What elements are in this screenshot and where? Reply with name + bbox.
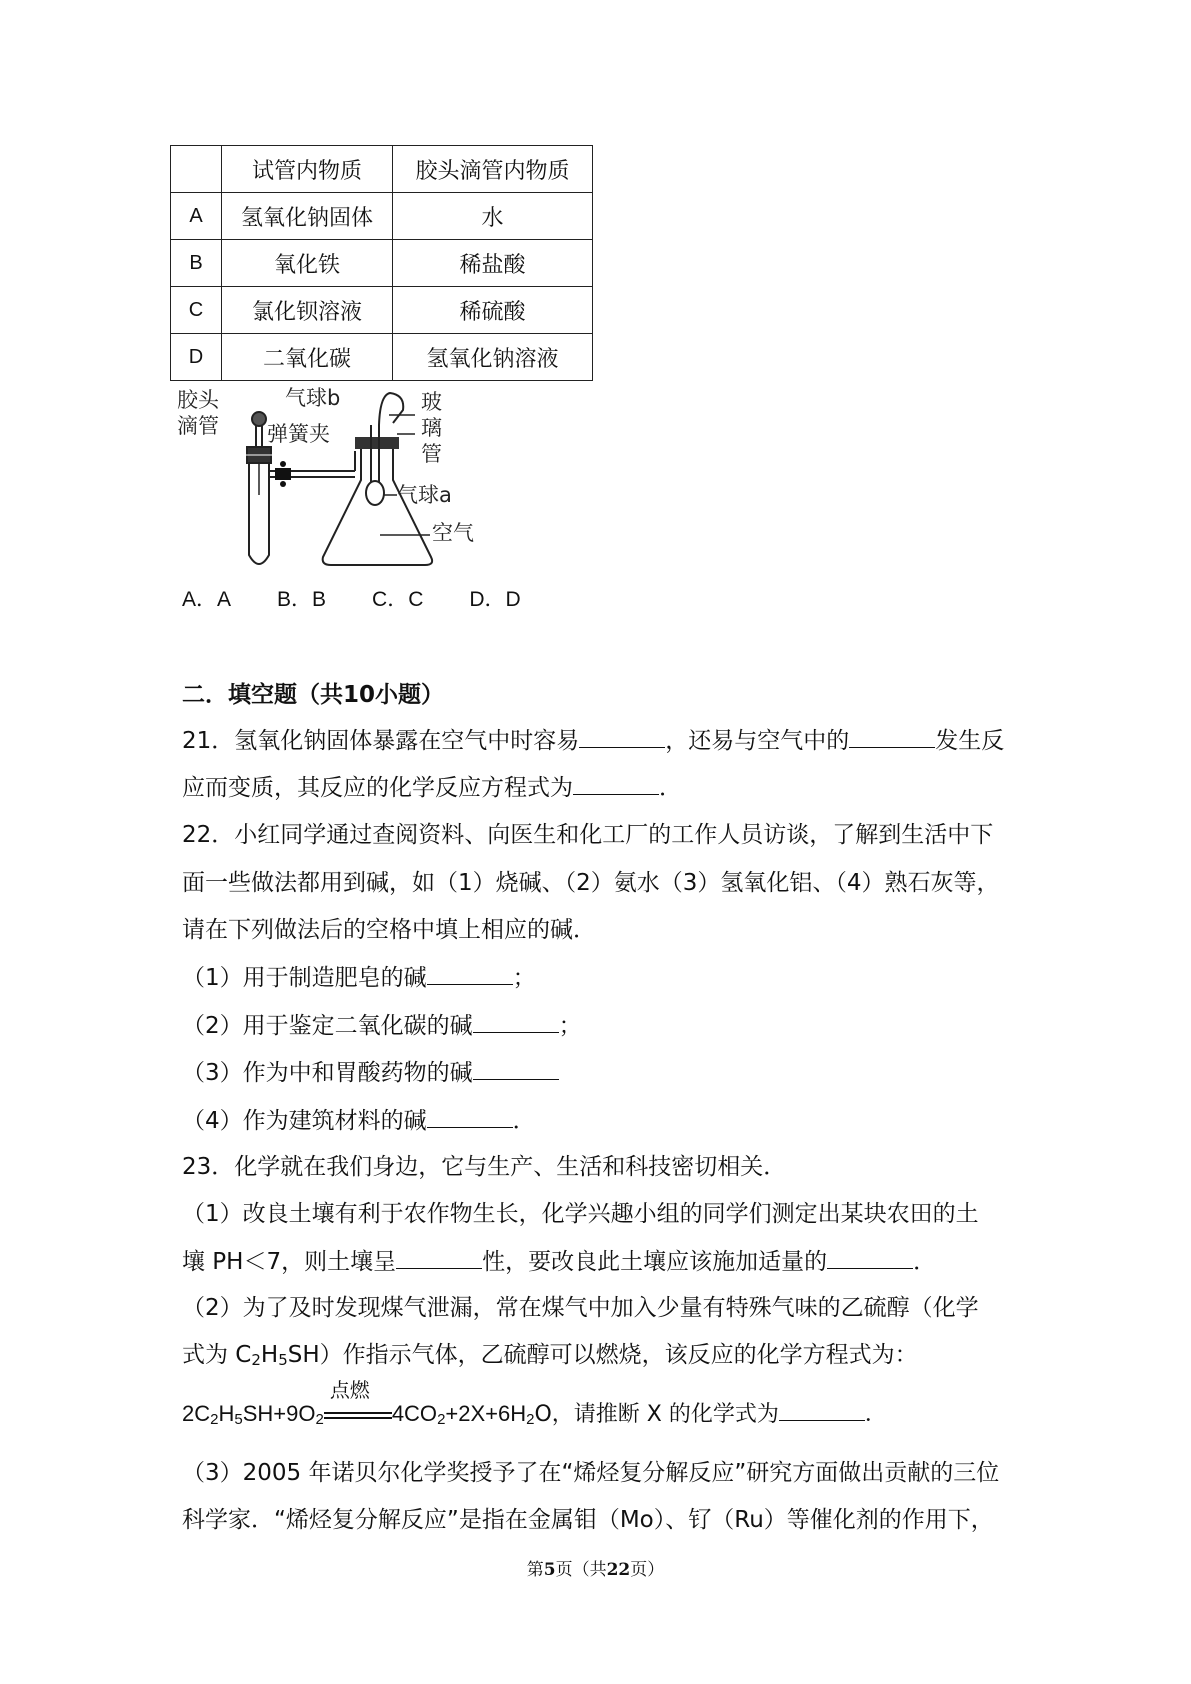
text: 发生反 xyxy=(935,728,1005,754)
table-row xyxy=(171,240,593,287)
table-header-cell: 胶头滴管内物质 xyxy=(393,146,593,193)
table-cell: 二氧化碳 xyxy=(222,334,393,381)
balloon-a-label: 气球a xyxy=(397,483,452,507)
table-cell: 氯化钡溶液 xyxy=(222,287,393,334)
table-cell: D xyxy=(171,334,222,381)
question-22-line-2: 面一些做法都用到碱，如（1）烧碱、（2）氨水（3）氢氧化铝、（4）熟石灰等， xyxy=(182,870,1000,896)
question-21-line-2 xyxy=(182,772,682,803)
text: H xyxy=(260,1342,279,1368)
text: +2X+6H xyxy=(445,1401,527,1426)
question-23-line-1: 23．化学就在我们身边，它与生产、生活和科技密切相关． xyxy=(182,1154,787,1180)
table-header-row xyxy=(171,146,593,193)
question-22-sub-2 xyxy=(182,1010,582,1041)
choice-b: B．B xyxy=(277,588,327,611)
text: ． xyxy=(913,1249,937,1275)
text: ． xyxy=(512,1108,536,1134)
balloon-b-label: 气球b xyxy=(285,386,341,410)
reaction-condition: 点燃 xyxy=(329,1378,370,1403)
question-22-line-3: 请在下列做法后的空格中填上相应的碱． xyxy=(182,917,596,943)
subscript: 2 xyxy=(210,1411,219,1428)
apparatus-diagram xyxy=(175,385,505,575)
text: SH）作指示气体，乙硫醇可以燃烧，该反应的化学方程式为： xyxy=(287,1342,918,1368)
question-23-part-1-line-1: （1）改良土壤有利于农作物生长，化学兴趣小组的同学们测定出某块农田的土 xyxy=(182,1201,979,1227)
text: SH+9O xyxy=(242,1401,316,1426)
choice-d: D．D xyxy=(469,588,521,611)
question-22-line-1: 22．小红同学通过查阅资料、向医生和化工厂的工作人员访谈，了解到生活中下 xyxy=(182,822,994,848)
total-pages: 22 xyxy=(606,1560,631,1580)
text: 4CO xyxy=(391,1401,438,1426)
text: （1）用于制造肥皂的碱 xyxy=(182,965,427,991)
question-23-part-1-line-2 xyxy=(182,1246,936,1277)
question-21-line-1 xyxy=(182,725,1004,756)
subscript: 5 xyxy=(278,1351,288,1369)
text: 应而变质，其反应的化学反应方程式为 xyxy=(182,775,573,801)
answer-blank[interactable] xyxy=(396,1246,482,1269)
answer-blank[interactable] xyxy=(427,962,513,985)
text: 式为 C xyxy=(182,1342,252,1368)
text: 壤 PH＜7，则土壤呈 xyxy=(182,1249,397,1275)
text: 页（共 xyxy=(555,1560,607,1580)
text: ，还易与空气中的 xyxy=(665,728,850,754)
question-23-part-3-line-2: 科学家．“烯烃复分解反应”是指在金属钼（Mo）、钌（Ru）等催化剂的作用下， xyxy=(182,1507,994,1533)
question-22-sub-3 xyxy=(182,1057,559,1088)
question-23-part-3-line-1: （3）2005 年诺贝尔化学奖授予了在“烯烃复分解反应”研究方面做出贡献的三位 xyxy=(182,1460,1000,1486)
dropper-label: 滴管 xyxy=(177,414,219,438)
chemical-equation xyxy=(182,1378,887,1435)
choice-a: A．A xyxy=(182,588,232,611)
text: ． xyxy=(864,1401,887,1426)
table-cell: C xyxy=(171,287,222,334)
table-header-cell xyxy=(171,146,222,193)
text: 2C xyxy=(182,1401,211,1426)
table-cell: B xyxy=(171,240,222,287)
choice-c: C．C xyxy=(372,588,424,611)
text: 第 xyxy=(526,1560,544,1580)
options-table xyxy=(170,145,593,381)
reaction-arrow xyxy=(324,1378,392,1427)
question-23-part-2-line-1: （2）为了及时发现煤气泄漏，常在煤气中加入少量有特殊气味的乙硫醇（化学 xyxy=(182,1295,979,1321)
table-cell: A xyxy=(171,193,222,240)
glass-tube-label: 玻 xyxy=(421,390,442,414)
text: （4）作为建筑材料的碱 xyxy=(182,1108,427,1134)
text: （2）用于鉴定二氧化碳的碱 xyxy=(182,1013,473,1039)
answer-blank[interactable] xyxy=(427,1105,513,1128)
glass-tube-label: 璃 xyxy=(421,416,442,440)
answer-blank[interactable] xyxy=(827,1246,913,1269)
answer-blank[interactable] xyxy=(579,725,665,748)
dropper-label: 胶头 xyxy=(177,388,219,412)
subscript: 5 xyxy=(234,1411,243,1428)
table-cell: 稀硫酸 xyxy=(393,287,593,334)
table-cell: 氢氧化钠溶液 xyxy=(393,334,593,381)
page-number: 5 xyxy=(543,1560,556,1580)
text: 性，要改良此土壤应该施加适量的 xyxy=(482,1249,828,1275)
question-22-sub-4 xyxy=(182,1105,536,1136)
text: O，请推断 X 的化学式为 xyxy=(534,1402,779,1427)
subscript: 2 xyxy=(526,1411,535,1428)
balloon-a-icon xyxy=(366,481,384,505)
table-header-cell: 试管内物质 xyxy=(222,146,393,193)
table-cell: 氧化铁 xyxy=(222,240,393,287)
air-label: 空气 xyxy=(432,521,474,545)
text: H xyxy=(218,1401,235,1426)
text: ． xyxy=(659,775,682,801)
question-23-part-2-line-2 xyxy=(182,1340,918,1375)
text: ； xyxy=(512,965,536,991)
text: 21．氢氧化钠固体暴露在空气中时容易 xyxy=(182,728,580,754)
subscript: 2 xyxy=(251,1351,261,1369)
page-footer xyxy=(0,1555,1191,1580)
glass-tube-label: 管 xyxy=(421,442,442,466)
table-row xyxy=(171,287,593,334)
clamp-label: 弹簧夹 xyxy=(267,422,330,446)
answer-blank[interactable] xyxy=(849,725,935,748)
table-cell: 氢氧化钠固体 xyxy=(222,193,393,240)
table-row xyxy=(171,193,593,240)
text: （3）作为中和胃酸药物的碱 xyxy=(182,1060,473,1086)
answer-blank[interactable] xyxy=(473,1057,559,1080)
section-title: 二．填空题（共10小题） xyxy=(182,682,445,708)
answer-blank[interactable] xyxy=(573,772,659,795)
table-cell: 水 xyxy=(393,193,593,240)
table-cell: 稀盐酸 xyxy=(393,240,593,287)
answer-choices xyxy=(182,585,567,615)
answer-blank[interactable] xyxy=(473,1010,559,1033)
text: 页） xyxy=(630,1560,665,1580)
spring-clamp-icon xyxy=(275,461,291,487)
subscript: 2 xyxy=(315,1411,324,1428)
text: ； xyxy=(558,1013,582,1039)
subscript: 2 xyxy=(437,1411,446,1428)
answer-blank[interactable] xyxy=(779,1398,865,1421)
table-row xyxy=(171,334,593,381)
question-22-sub-1 xyxy=(182,962,536,993)
